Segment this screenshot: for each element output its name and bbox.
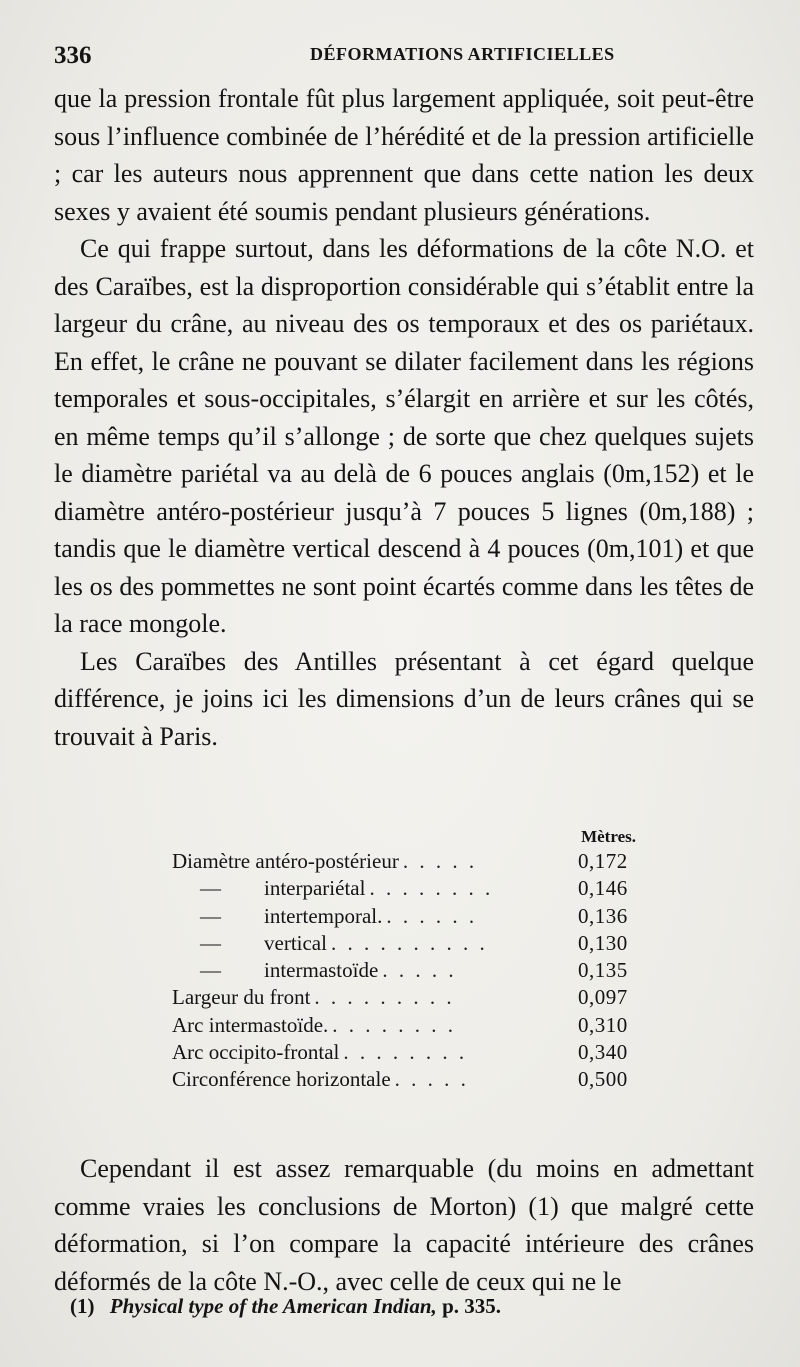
measurement-table [172, 828, 642, 1094]
table-row [172, 875, 642, 902]
table-row [172, 984, 642, 1011]
table-row [172, 957, 642, 984]
ditto-dash: — [200, 903, 221, 928]
dot-leader: . . . . . . [386, 903, 478, 928]
row-value: 0,136 [578, 903, 628, 928]
dot-leader: . . . . . . . . . . [330, 930, 488, 955]
footnote-marker: (1) [70, 1294, 95, 1318]
row-value: 0,340 [578, 1040, 628, 1065]
page-header [54, 36, 760, 70]
ditto-dash: — [200, 876, 221, 901]
running-head: DÉFORMATIONS ARTIFICIELLES [310, 44, 615, 64]
row-value: 0,135 [578, 958, 628, 983]
dot-leader: . . . . . . . . [343, 1040, 468, 1065]
table-row [172, 1039, 642, 1066]
dot-leader: . . . . . [402, 849, 478, 873]
table-row [172, 930, 642, 957]
dot-leader: . . . . . [394, 1067, 469, 1092]
row-label-text: vertical [264, 930, 327, 955]
measurement-rows [172, 848, 642, 1094]
row-label [172, 930, 327, 957]
row-value: 0,130 [578, 930, 628, 955]
row-label-text: intertemporal. [264, 903, 383, 928]
row-label-text: Arc intermastoïde. [172, 1012, 329, 1037]
unit-label: Mètres. [581, 827, 636, 846]
row-label [172, 1066, 391, 1093]
table-row [172, 848, 642, 875]
row-label-text: Circonférence horizontale [172, 1067, 391, 1092]
dot-leader: . . . . . . . . [369, 876, 494, 901]
row-label [172, 903, 382, 930]
body-text [54, 80, 754, 755]
row-label-text: Arc occipito-frontal [172, 1040, 340, 1065]
row-label [172, 957, 378, 984]
row-label [172, 984, 310, 1011]
row-value: 0,097 [578, 985, 628, 1010]
page-number: 336 [54, 42, 92, 69]
footnote [70, 1294, 501, 1319]
footnote-title: Physical type of the American Indian, [109, 1294, 437, 1318]
paragraph-morton: Cependant il est assez remarquable (du moins en admettant comme vraies les conclusions de Morton) (1) que malgré cette déformation, si l’on compare la capacité intérieure des crânes déformés de la côte N.-O., avec celle de ceux qui ne le [54, 1154, 754, 1296]
dot-leader: . . . . . . . . [332, 1012, 457, 1037]
row-value: 0,500 [578, 1067, 628, 1092]
paragraph-continuation: que la pression frontale fût plus largement appliquée, soit peut-être sous l’influence combinée de l’hérédité et de la pression artificielle ; car les auteurs nous apprennent que dans cette nation les deux sexes y avaient été soumis pendant plusieurs générations. [54, 84, 754, 226]
table-row [172, 1012, 642, 1039]
row-label [172, 875, 365, 902]
row-label-text: Diamètre antéro-postérieur [172, 849, 399, 873]
dot-leader: . . . . . . . . . [314, 985, 455, 1010]
row-value: 0,310 [578, 1012, 628, 1037]
paragraph-deformations: Ce qui frappe surtout, dans les déformations de la côte N.O. et des Caraïbes, est la disproportion considérable qui s’établit entre la largeur du crâne, au niveau des os temporaux et des os pariétaux. En effet, le crâne ne pouvant se dilater facilement dans les régions temporales et sous-occipitales, s’élargit en arrière et sur les côtés, en même temps qu’il s’allonge ; de sorte que chez quelques sujets le diamètre pariétal va au delà de 6 pouces anglais (0m,152) et le diamètre antéro-postérieur jusqu’à 7 pouces 5 lignes (0m,188) ; tandis que le diamètre vertical descend à 4 pouces (0m,101) et que les os des pommettes ne sont point écartés comme dans les têtes de la race mongole. [54, 234, 754, 638]
row-value: 0,172 [578, 849, 628, 873]
table-row [172, 1066, 642, 1093]
ditto-dash: — [200, 958, 221, 983]
row-label-text: intermastoïde [264, 958, 379, 983]
table-row [172, 903, 642, 930]
dot-leader: . . . . . [382, 958, 457, 983]
paragraph-caraibes: Les Caraïbes des Antilles présentant à cet égard quelque différence, je joins ici les dimensions d’un de leurs crânes qui se trouvait à Paris. [54, 646, 754, 751]
row-label-text: interpariétal [264, 876, 366, 901]
row-label-text: Largeur du front [172, 985, 311, 1010]
row-value: 0,146 [578, 876, 628, 901]
ditto-dash: — [200, 930, 221, 955]
row-label [172, 848, 399, 875]
row-label [172, 1012, 328, 1039]
row-label [172, 1039, 339, 1066]
footnote-reference: p. 335. [442, 1294, 501, 1318]
